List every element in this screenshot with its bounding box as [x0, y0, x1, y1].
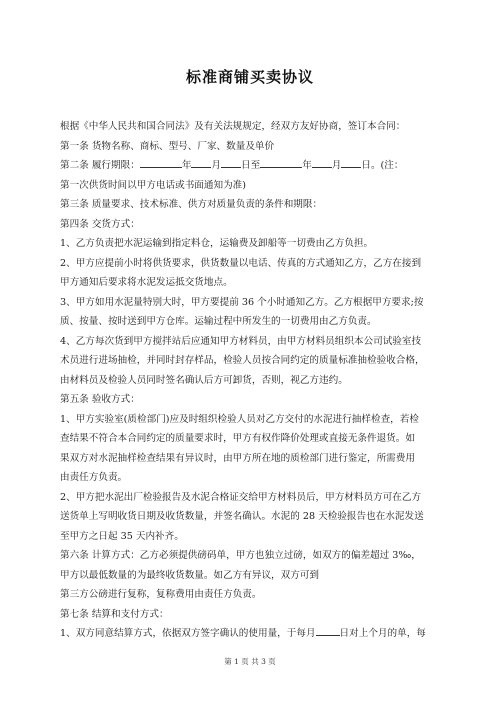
- paragraph-line: 送货单上写明收货日期及收货数量，并签名确认。水泥的 28 天检验报告也在水泥发送: [60, 511, 424, 522]
- settlement-line: [60, 624, 452, 644]
- page-footer: 第 1 页 共 3 页: [224, 657, 276, 666]
- settlement-text-end: 日对上个月的单，每: [339, 628, 426, 639]
- fill-blank: [312, 156, 332, 168]
- paragraph-line: 1、甲方实验室(质检部门)应及时组织检验人员对乙方交付的水泥进行抽样检查，若检: [60, 413, 419, 425]
- year-label: 年: [302, 160, 312, 171]
- paragraph-line: 第五条 验收方式：: [60, 394, 140, 405]
- paragraph-line: 第三方公磅进行复称，复称费用由责任方负责。: [60, 589, 262, 600]
- paragraph-line: 查结果不符合本合同约定的质量要求时，甲方有权作降价处理或直接无条件退货。如: [60, 433, 415, 444]
- paragraph-line: 质、按量、按时送到甲方仓库。运输过程中所发生的一切费用由乙方负责。: [60, 316, 377, 327]
- paragraph-line: 果双方对水泥抽样检查结果有异议时，由甲方所在地的质检部门进行鉴定，所需费用: [60, 452, 415, 464]
- paragraph-line: 至甲方之日起 35 天内补齐。: [60, 530, 184, 542]
- fill-blank: [341, 156, 361, 168]
- paragraph-line: 第一次供货时间以甲方电话或书面通知为准): [60, 179, 247, 191]
- paragraph-line: 1、乙方负责把水泥运输到指定料仓，运输费及卸船等一切费由乙方负担。: [60, 238, 374, 249]
- fill-blank: [140, 156, 182, 168]
- clause-2-heading: 第二条 履行期限：: [60, 160, 140, 171]
- paragraph-line: 2、甲方应提前小时将供货要求，供货数量以电话、传真的方式通知乙方，乙方在接到: [60, 257, 422, 269]
- paragraph-line: 术员进行进场抽检，并同时封存样品，检验人员按合同约定的质量标准抽检验收合格，: [60, 355, 425, 366]
- paragraph-line: 3、甲方如用水泥量特别大时，甲方要提前 36 个小时通知乙方。乙方根据甲方要求;按: [60, 296, 424, 308]
- paragraph-line: 甲方通知后要求将水泥发运抵交货地点。: [60, 277, 233, 288]
- paragraph-line: 第七条 结算和支付方式：: [60, 608, 169, 620]
- year-label: 年: [181, 160, 192, 171]
- paragraph-line: 第六条 计算方式：乙方必须提供磅码单，甲方也独立过磅，如双方的偏差超过 3‰，: [60, 550, 421, 561]
- month-label: 月: [211, 160, 221, 171]
- fill-blank: [260, 156, 302, 168]
- paragraph-line: 第一条 货物名称、商标、型号、厂家、数量及单价: [60, 140, 275, 152]
- paragraph-line: 2、甲方把水泥出厂检验报告及水泥合格证交给甲方材料员后，甲方材料员方可在乙方: [60, 491, 422, 503]
- document-title: 标准商铺买卖协议: [185, 68, 314, 86]
- day-note-label: 日。(注：: [361, 160, 404, 171]
- delivery-period-line: [60, 156, 452, 176]
- paragraph-line: 根据《中华人民共和国合同法》及有关法规规定，经双方友好协商，签订本合同：: [60, 121, 406, 132]
- day-to-label: 日至: [241, 160, 261, 171]
- document-body: [60, 117, 452, 644]
- paragraph-line: 第四条 交货方式：: [60, 218, 140, 230]
- fill-blank: [316, 624, 340, 636]
- paragraph-line: 由责任方负责。: [60, 472, 128, 483]
- fill-blank: [221, 156, 241, 168]
- month-label: 月: [331, 160, 342, 171]
- fill-blank: [191, 156, 211, 168]
- paragraph-line: 由材料员及检验人员同时签名确认后方可卸货，否则，视乙方违约。: [60, 374, 348, 386]
- paragraph-line: 第三条 质量要求、技术标准、供方对质量负责的条件和期限：: [60, 199, 323, 210]
- settlement-text: 1、双方同意结算方式，依据双方签字确认的使用量，于每月: [60, 628, 316, 639]
- paragraph-line: 4、乙方每次货到甲方搅拌站后应通知甲方材料员，由甲方材料员组织本公司试验室技: [60, 335, 422, 347]
- paragraph-line: 甲方以最低数量的为最终收货数量。如乙方有异议，双方可到: [60, 569, 320, 581]
